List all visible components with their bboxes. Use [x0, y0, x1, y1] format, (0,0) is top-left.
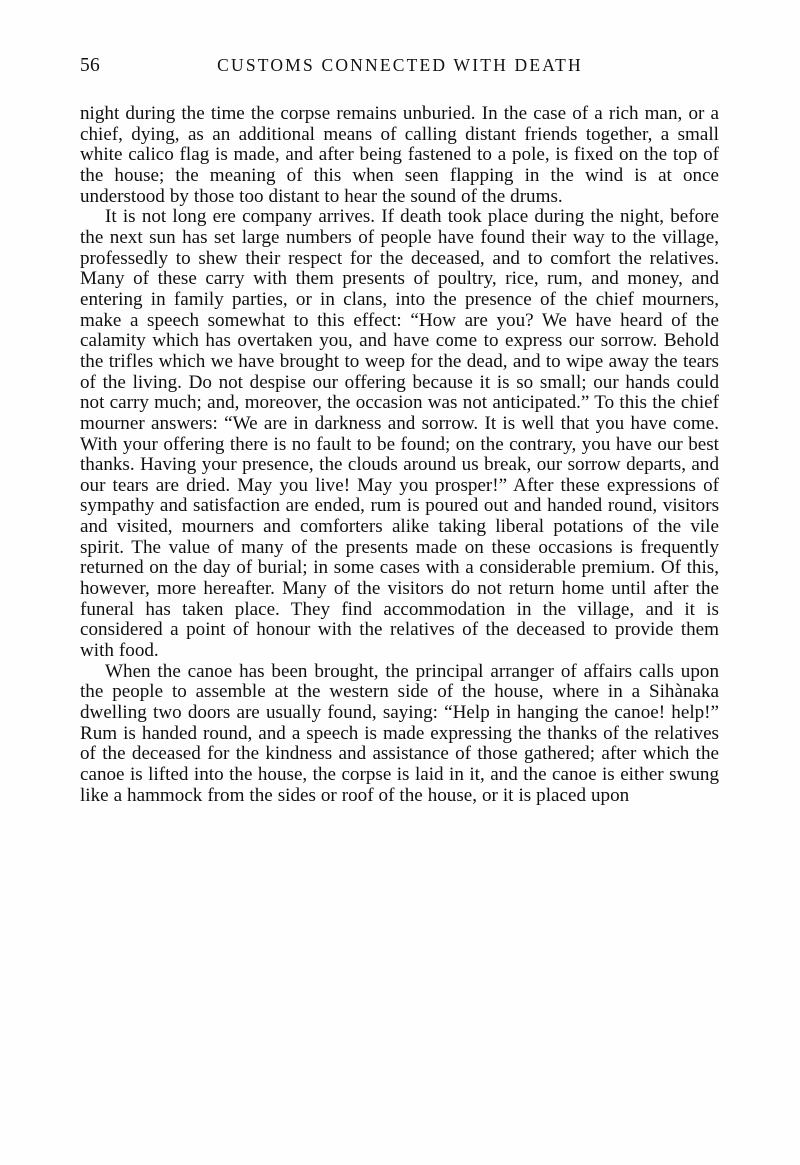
running-head-title: CUSTOMS CONNECTED WITH DEATH: [217, 55, 583, 75]
body-text-block: [80, 104, 719, 806]
page-number: 56: [80, 55, 101, 76]
paragraph-3: When the canoe has been brought, the principal arranger of affairs calls upon the people to assemble at the western side of the house, where in a Sihànaka dwelling two doors are usually found, saying: “Help in hanging the canoe! help!” Rum is handed round, and a speech is made expressing the thanks of the relatives of the deceased for the kindness and assistance of those gathered; after which the canoe is lifted into the house, the corpse is laid in it, and the canoe is either swung like a hammock from the sides or roof of the house, or it is placed upon: [80, 660, 719, 806]
running-head: [80, 56, 718, 80]
paragraph-2: It is not long ere company arrives. If death took place during the night, before the next sun has set large numbers of people have found their way to the village, professedly to shew their respect for the deceased, and to comfort the relatives. Many of these carry with them presents of poultry, rice, rum, and money, and entering in family parties, or in clans, into the presence of the chief mourners, make a speech somewhat to this effect: “How are you? We have heard of the calamity which has overtaken you, and have come to express our sorrow. Behold the trifles which we have brought to weep for the dead, and to wipe away the tears of the living. Do not despise our offering because it is so small; our hands could not carry much; and, moreover, the occasion was not anticipated.” To this the chief mourner answers: “We are in darkness and sorrow. It is well that you have come. With your offering there is no fault to be found; on the contrary, you have our best thanks. Having your presence, the clouds around us break, our sorrow departs, and our tears are dried. May you live! May you prosper!” After these expressions of sympathy and satisfaction are ended, rum is poured out and handed round, visitors and visited, mourners and comforters alike taking liberal potations of the vile spirit. The value of many of the presents made on these occasions is frequently returned on the day of burial; in some cases with a considerable premium. Of this, however, more hereafter. Many of the visitors do not return home until after the funeral has taken place. They find accommodation in the village, and it is considered a point of honour with the relatives of the deceased to provide them with food.: [80, 206, 719, 662]
paragraph-1: night during the time the corpse remains unburied. In the case of a rich man, or a chief, dying, as an additional means of calling distant friends together, a small white calico flag is made, and after being fastened to a pole, is fixed on the top of the house; the meaning of this when seen flapping in the wind is at once understood by those too distant to hear the sound of the drums.: [80, 103, 719, 207]
